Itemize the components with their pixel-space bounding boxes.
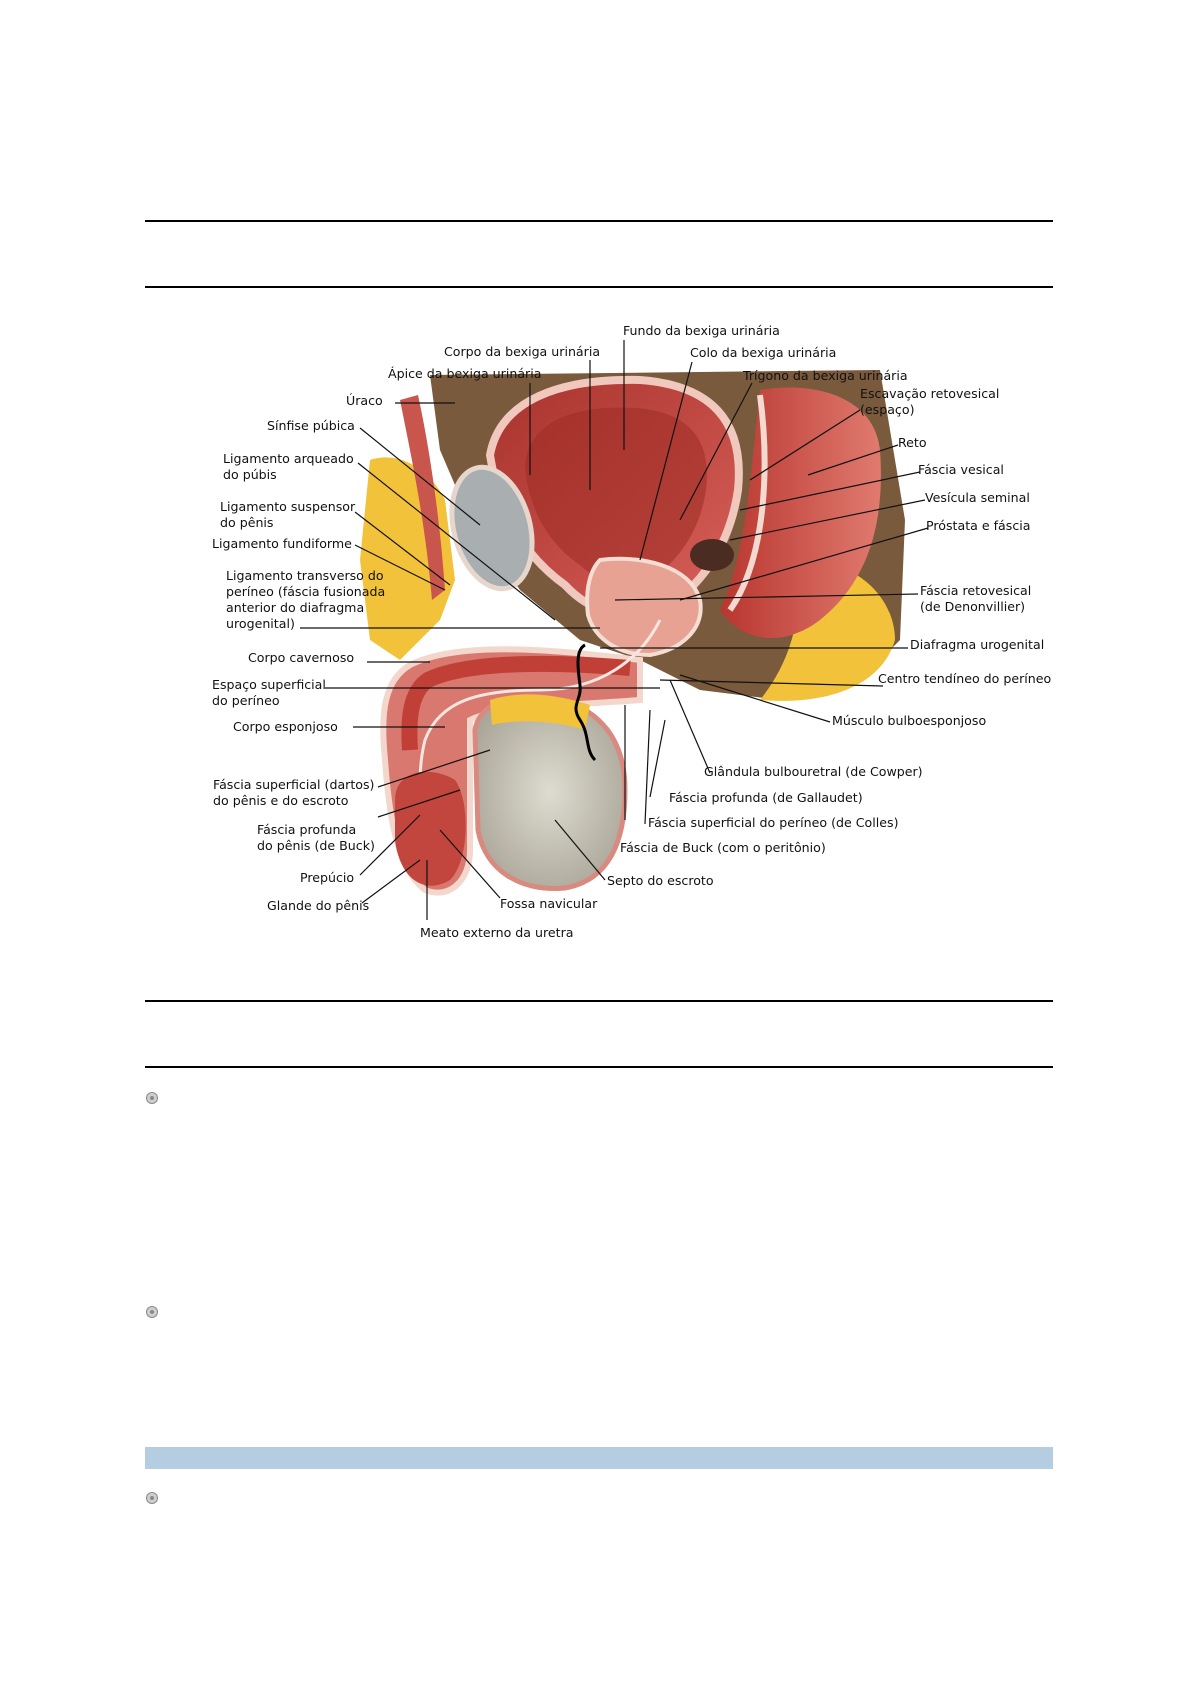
section-band (145, 1447, 1053, 1469)
label-fascia-vesical: Fáscia vesical (918, 462, 1004, 477)
label-corpo-esponjoso: Corpo esponjoso (233, 719, 338, 734)
label-fascia-sup-1: Fáscia superficial (dartos) (213, 777, 375, 792)
label-fascia-prof-2: do pênis (de Buck) (257, 838, 375, 853)
label-fundo-bexiga: Fundo da bexiga urinária (623, 323, 780, 338)
label-prepucio: Prepúcio (300, 870, 355, 885)
label-septo: Septo do escroto (607, 873, 714, 888)
label-sinfise: Sínfise púbica (267, 418, 355, 433)
label-vesicula-seminal: Vesícula seminal (925, 490, 1030, 505)
label-colo-bexiga: Colo da bexiga urinária (690, 345, 837, 360)
label-fossa: Fossa navicular (500, 896, 598, 911)
label-escavacao-1: Escavação retovesical (860, 386, 1000, 401)
label-fascia-profunda-gall: Fáscia profunda (de Gallaudet) (669, 790, 863, 805)
label-lig-transverso-1: Ligamento transverso do (226, 568, 384, 583)
label-fascia-sup-2: do pênis e do escroto (213, 793, 349, 808)
flower-bullet-icon (145, 1305, 159, 1319)
label-escavacao-2: (espaço) (860, 402, 915, 417)
label-lig-arqueado-1: Ligamento arqueado (223, 451, 354, 466)
label-fascia-retovesical-1: Fáscia retovesical (920, 583, 1032, 598)
label-corpo-cavernoso: Corpo cavernoso (248, 650, 355, 665)
label-fascia-colles: Fáscia superficial do períneo (de Colles) (648, 815, 899, 830)
label-lig-transverso-3: anterior do diafragma (226, 600, 365, 615)
label-fascia-retovesical-2: (de Denonvillier) (920, 599, 1026, 614)
flower-bullet-icon (145, 1491, 159, 1505)
label-reto: Reto (898, 435, 927, 450)
label-diafragma: Diafragma urogenital (910, 637, 1045, 652)
label-fascia-prof-1: Fáscia profunda (257, 822, 357, 837)
label-apice-bexiga: Ápice da bexiga urinária (388, 366, 542, 381)
flower-bullet-icon (145, 1091, 159, 1105)
label-lig-transverso-4: urogenital) (226, 616, 295, 631)
label-lig-transverso-2: períneo (fáscia fusionada (226, 584, 386, 599)
label-centro-tendineo: Centro tendíneo do períneo (878, 671, 1052, 686)
label-lig-fundiforme: Ligamento fundiforme (212, 536, 352, 551)
seminal-vesicle (690, 539, 734, 571)
scrotum-shape (475, 696, 625, 888)
label-meato: Meato externo da uretra (420, 925, 574, 940)
label-uraco: Úraco (346, 393, 383, 408)
label-glande: Glande do pênis (267, 898, 370, 913)
label-espaco-2: do períneo (212, 693, 280, 708)
label-lig-suspensor-2: do pênis (220, 515, 274, 530)
label-lig-suspensor-1: Ligamento suspensor (220, 499, 356, 514)
label-trigono-bexiga: Trígono da bexiga urinária (743, 368, 908, 383)
label-corpo-bexiga: Corpo da bexiga urinária (444, 344, 601, 359)
label-fascia-buck: Fáscia de Buck (com o peritônio) (620, 840, 826, 855)
label-prostata: Próstata e fáscia (926, 518, 1031, 533)
label-musculo-bulbo: Músculo bulboesponjoso (832, 713, 987, 728)
label-lig-arqueado-2: do púbis (223, 467, 277, 482)
label-glandula: Glândula bulbouretral (de Cowper) (704, 764, 923, 779)
label-espaco-1: Espaço superficial (212, 677, 326, 692)
